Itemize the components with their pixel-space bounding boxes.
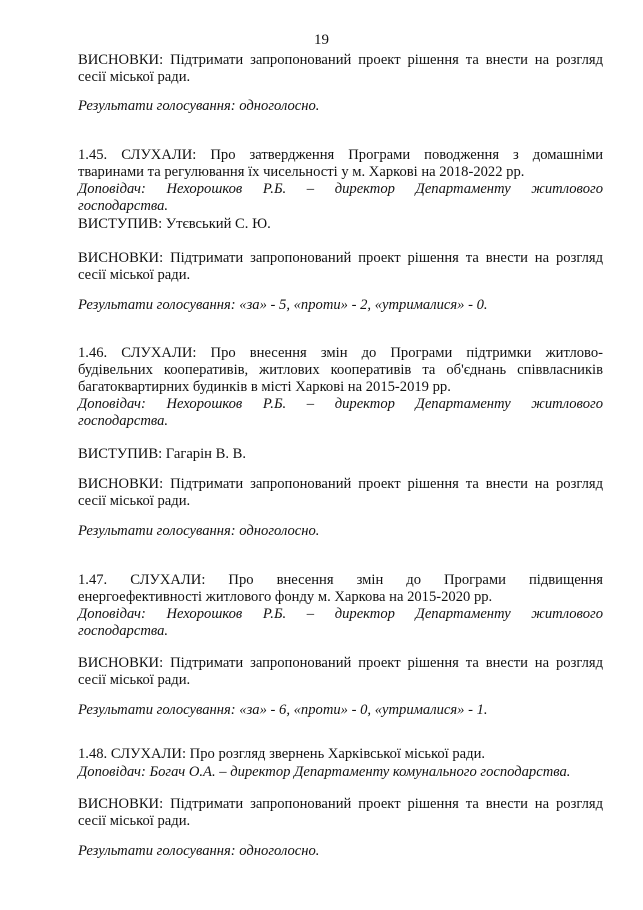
conclusion-text: Підтримати запропонований проект рішення та внести на розгляд сесії міської ради. — [78, 250, 603, 283]
item-number: 1.46. — [78, 345, 108, 361]
top-conclusion — [78, 52, 603, 86]
heard-text: Про розгляд звернень Харківської міської ради. — [189, 746, 486, 762]
spoke-text: Утєвський С. Ю. — [165, 216, 271, 232]
speaker-label: Доповідач: — [78, 396, 146, 412]
vote-label: Результати голосування: — [78, 297, 236, 313]
speaker-text: Нехорошков Р.Б. – директор Департаменту житлового — [166, 606, 603, 622]
conclusions-label: ВИСНОВКИ: — [78, 250, 164, 266]
vote-text: одноголосно. — [239, 523, 320, 539]
item-1-45-vote — [78, 297, 603, 314]
spoke-text: Гагарін В. В. — [165, 446, 247, 462]
item-number: 1.47. — [78, 572, 108, 588]
item-1-48-heard — [78, 746, 603, 763]
item-1-47-speaker — [78, 606, 603, 623]
item-1-46-heard-cont: будівельних кооперативів, житлових кооперативів та об'єднань співвласників — [78, 362, 603, 378]
speaker-label: Доповідач: — [78, 606, 146, 622]
speaker-text: Нехорошков Р.Б. – директор Департаменту житлового — [166, 181, 603, 197]
item-number: 1.45. — [78, 147, 108, 163]
heard-label: СЛУХАЛИ: — [130, 572, 206, 588]
heard-text: Про внесення змін до Програми підвищення — [228, 572, 604, 588]
heard-label: СЛУХАЛИ: — [110, 746, 187, 762]
vote-text: одноголосно. — [239, 843, 320, 859]
item-1-46-heard-cont2: багатоквартирних будинків в місті Харкові на 2015-2019 рр. — [78, 379, 451, 395]
item-1-47-vote — [78, 702, 603, 719]
speaker-label: Доповідач: — [78, 764, 146, 780]
item-1-46-conclusion — [78, 476, 603, 510]
item-1-48-speaker — [78, 764, 603, 781]
vote-text: «за» - 5, «проти» - 2, «утрималися» - 0. — [239, 297, 488, 313]
vote-label: Результати голосування: — [78, 702, 236, 718]
item-1-48-vote — [78, 843, 603, 860]
conclusions-label: ВИСНОВКИ: — [78, 655, 164, 671]
conclusion-text: Підтримати запропонований проект рішення та внести на розгляд сесії міської ради. — [78, 655, 603, 688]
item-1-47-heard-cont: енергоефективності житлового фонду м. Харкова на 2015-2020 рр. — [78, 589, 493, 605]
spoke-label: ВИСТУПИВ: — [78, 216, 163, 232]
top-vote — [78, 98, 603, 115]
heard-label: СЛУХАЛИ: — [121, 147, 197, 163]
item-1-46-speaker — [78, 396, 603, 413]
item-1-47-conclusion — [78, 655, 603, 689]
conclusions-label: ВИСНОВКИ: — [78, 52, 164, 68]
item-1-46-spoke — [78, 446, 603, 463]
conclusions-label: ВИСНОВКИ: — [78, 796, 164, 812]
item-1-45-speaker — [78, 181, 603, 198]
conclusions-label: ВИСНОВКИ: — [78, 476, 164, 492]
vote-label: Результати голосування: — [78, 98, 236, 114]
page-number: 19 — [314, 32, 329, 48]
spoke-label: ВИСТУПИВ: — [78, 446, 163, 462]
vote-label: Результати голосування: — [78, 843, 236, 859]
heard-text: Про внесення змін до Програми підтримки житлово- — [210, 345, 604, 361]
item-1-46-speaker-cont: господарства. — [78, 413, 169, 429]
item-1-48-conclusion — [78, 796, 603, 830]
heard-text: Про затвердження Програми поводження з домашніми — [210, 147, 604, 163]
item-1-45-conclusion — [78, 250, 603, 284]
speaker-label: Доповідач: — [78, 181, 146, 197]
conclusion-text: Підтримати запропонований проект рішення та внести на розгляд сесії міської ради. — [78, 796, 603, 829]
vote-label: Результати голосування: — [78, 523, 236, 539]
item-1-47-heard — [78, 572, 603, 589]
item-1-46-vote — [78, 523, 603, 540]
speaker-text: Нехорошков Р.Б. – директор Департаменту житлового — [166, 396, 603, 412]
item-1-46-heard — [78, 345, 603, 362]
top-vote-text: одноголосно. — [239, 98, 320, 114]
vote-text: «за» - 6, «проти» - 0, «утрималися» - 1. — [239, 702, 488, 718]
item-1-45-spoke — [78, 216, 603, 233]
heard-label: СЛУХАЛИ: — [121, 345, 197, 361]
item-number: 1.48. — [78, 746, 108, 762]
top-conclusion-text: Підтримати запропонований проект рішення та внести на розгляд сесії міської ради. — [78, 52, 603, 85]
item-1-47-speaker-cont: господарства. — [78, 623, 169, 639]
item-1-45-heard-cont: тваринами та регулювання їх чисельності у м. Харкові на 2018-2022 рр. — [78, 164, 525, 180]
item-1-45-heard — [78, 147, 603, 164]
conclusion-text: Підтримати запропонований проект рішення та внести на розгляд сесії міської ради. — [78, 476, 603, 509]
speaker-text: Богач О.А. – директор Департаменту комунального господарства. — [149, 764, 571, 780]
item-1-45-speaker-cont: господарства. — [78, 198, 169, 214]
